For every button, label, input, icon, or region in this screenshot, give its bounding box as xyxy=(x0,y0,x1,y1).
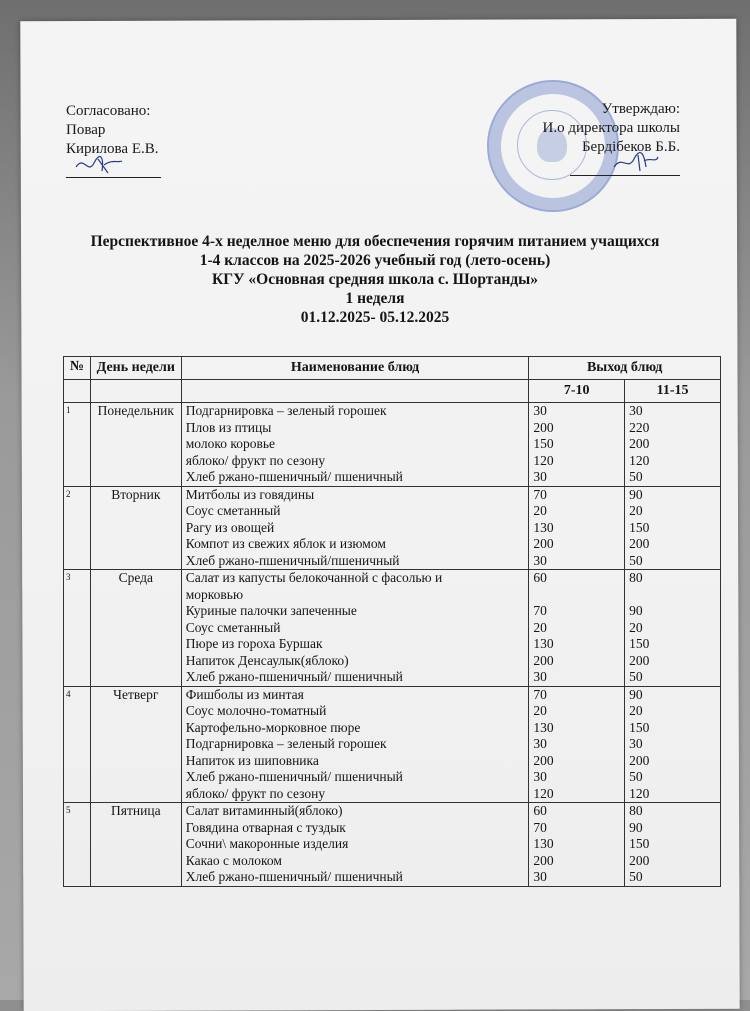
dish-name: Хлеб ржано-пшеничный/ пшеничный xyxy=(185,769,403,784)
row-portion-7-10 xyxy=(529,570,625,687)
row-number: 2 xyxy=(64,486,91,570)
row-portion-11-15 xyxy=(625,570,721,687)
subheader-empty xyxy=(64,380,91,403)
row-dishes xyxy=(181,803,529,887)
dish-name: Салат из капусты белокочанной с фасолью и xyxy=(185,570,443,585)
portion-value xyxy=(533,587,620,604)
signature-icon xyxy=(610,151,660,175)
row-number: 1 xyxy=(64,403,91,487)
dish-name: морковью xyxy=(185,586,244,602)
portion-value: 60 xyxy=(533,570,547,585)
row-day: Четверг xyxy=(90,686,181,803)
dish-name: Напиток из шиповника xyxy=(185,752,319,768)
portion-value: 200 xyxy=(629,752,650,768)
table-subheader-row xyxy=(64,380,721,403)
portion-value: 90 xyxy=(629,486,643,502)
signature-line-left xyxy=(66,159,161,178)
approval-left-role: Повар xyxy=(66,122,106,138)
row-portion-7-10 xyxy=(529,686,625,803)
dish-name: яблоко/ фрукт по сезону xyxy=(185,785,326,801)
approval-left-label: Согласовано: xyxy=(66,103,151,119)
signature-line-right xyxy=(570,157,680,176)
title-line-5: 01.12.2025- 05.12.2025 xyxy=(300,309,450,326)
dish-name: Какао с молоком xyxy=(185,852,282,868)
portion-value: 150 xyxy=(629,836,650,851)
portion-value: 200 xyxy=(629,436,650,451)
dish-name: Пюре из гороха Буршак xyxy=(185,636,323,651)
table-row xyxy=(64,686,721,803)
portion-value: 120 xyxy=(533,452,554,468)
dish-name: Подгарнировка – зеленый горошек xyxy=(185,403,387,418)
menu-table-body xyxy=(64,403,721,887)
portion-value: 130 xyxy=(533,636,554,651)
portion-value: 30 xyxy=(629,403,643,418)
table-header-row xyxy=(64,357,721,380)
portion-value: 150 xyxy=(629,719,650,735)
dish-name: Картофельно-морковное пюре xyxy=(185,719,361,735)
portion-value: 150 xyxy=(629,519,650,535)
row-number: 5 xyxy=(64,803,91,887)
portion-value: 90 xyxy=(629,603,643,618)
portion-value: 200 xyxy=(533,536,554,551)
dish-name: Фишболы из минтая xyxy=(185,686,304,702)
row-day: Среда xyxy=(90,570,181,687)
portion-value: 120 xyxy=(629,452,650,468)
title-line-1: Перспективное 4-х неделное меню для обеспечения горячим питанием учащихся xyxy=(90,233,660,250)
row-dishes xyxy=(181,486,529,570)
portion-value: 200 xyxy=(533,752,554,768)
portion-value: 20 xyxy=(533,619,547,635)
row-number: 4 xyxy=(64,686,91,803)
dish-name: Соус сметанный xyxy=(185,619,281,635)
portion-value: 50 xyxy=(629,669,643,684)
portion-value: 30 xyxy=(533,769,547,784)
portion-value: 20 xyxy=(533,503,547,518)
dish-name: Салат витаминный(яблоко) xyxy=(185,803,343,818)
portion-value: 90 xyxy=(629,819,643,835)
table-row xyxy=(64,570,721,687)
dish-name: Хлеб ржано-пшеничный/ пшеничный xyxy=(185,469,403,484)
portion-value: 200 xyxy=(533,419,554,435)
header-dish: Наименование блюд xyxy=(181,357,529,380)
dish-name: Хлеб ржано-пшеничный/пшеничный xyxy=(185,552,400,568)
header-day: День недели xyxy=(90,357,181,380)
portion-value: 150 xyxy=(629,636,650,651)
dish-name: Хлеб ржано-пшеничный/ пшеничный xyxy=(185,669,403,684)
portion-value: 200 xyxy=(629,852,650,868)
portion-value: 50 xyxy=(629,769,643,784)
portion-value: 50 xyxy=(629,552,643,568)
portion-value: 200 xyxy=(629,536,650,551)
dish-name: Рагу из овощей xyxy=(185,519,275,535)
dish-name: яблоко/ фрукт по сезону xyxy=(185,452,326,468)
dish-name: Соус сметанный xyxy=(185,503,281,518)
portion-value: 20 xyxy=(629,619,643,635)
portion-value: 130 xyxy=(533,719,554,735)
portion-value: 50 xyxy=(629,469,643,484)
portion-value xyxy=(629,587,716,604)
row-portion-11-15 xyxy=(625,486,721,570)
portion-value: 200 xyxy=(533,852,554,868)
row-number: 3 xyxy=(64,570,91,687)
table-row xyxy=(64,403,721,487)
title-line-3: КГУ «Основная средняя школа с. Шортанды» xyxy=(212,271,538,288)
row-portion-11-15 xyxy=(625,686,721,803)
row-portion-7-10 xyxy=(529,403,625,487)
table-row xyxy=(64,486,721,570)
subheader-empty xyxy=(181,380,529,403)
row-dishes xyxy=(181,686,529,803)
portion-value: 70 xyxy=(533,819,547,835)
dish-name: Говядина отварная с туздык xyxy=(185,819,346,835)
dish-name: Митболы из говядины xyxy=(185,486,315,502)
row-day: Понедельник xyxy=(90,403,181,487)
dish-name: Плов из птицы xyxy=(185,419,272,435)
table-row xyxy=(64,803,721,887)
portion-value: 70 xyxy=(533,486,547,502)
dish-name: Куриные палочки запеченные xyxy=(185,603,357,618)
dish-name: Подгарнировка – зеленый горошек xyxy=(185,736,387,751)
approval-block-left xyxy=(66,102,161,178)
row-day: Вторник xyxy=(90,486,181,570)
row-portion-11-15 xyxy=(625,803,721,887)
portion-value: 30 xyxy=(533,403,547,418)
menu-table xyxy=(63,356,721,887)
approval-right-role: И.о директора школы xyxy=(542,120,680,136)
portion-value: 60 xyxy=(533,803,547,818)
subheader-empty xyxy=(90,380,181,403)
document-title xyxy=(40,232,710,327)
dish-name: Напиток Денсаулык(яблоко) xyxy=(185,652,349,668)
portion-value: 30 xyxy=(629,736,643,751)
row-dishes xyxy=(181,570,529,687)
header-num: № xyxy=(64,357,91,380)
dish-name: молоко коровье xyxy=(185,436,275,451)
portion-value: 70 xyxy=(533,686,547,702)
header-age-11-15: 11-15 xyxy=(625,380,721,403)
approval-right-label: Утверждаю: xyxy=(601,101,680,117)
title-line-2: 1-4 классов на 2025-2026 учебный год (лето-осень) xyxy=(199,252,551,269)
header-output: Выход блюд xyxy=(529,357,721,380)
portion-value: 80 xyxy=(629,803,643,818)
portion-value: 20 xyxy=(629,703,643,718)
portion-value: 20 xyxy=(629,503,643,518)
portion-value: 50 xyxy=(629,869,643,884)
row-dishes xyxy=(181,403,529,487)
portion-value: 150 xyxy=(533,436,554,451)
portion-value: 200 xyxy=(533,652,554,668)
row-portion-11-15 xyxy=(625,403,721,487)
portion-value: 200 xyxy=(629,652,650,668)
portion-value: 130 xyxy=(533,836,554,851)
approval-left-name: Кирилова Е.В. xyxy=(66,141,159,157)
title-line-4: 1 неделя xyxy=(345,290,405,307)
dish-name: Сочни\ макоронные изделия xyxy=(185,836,349,851)
portion-value: 20 xyxy=(533,703,547,718)
portion-value: 90 xyxy=(629,686,643,702)
approval-right-name: Бердібеков Б.Б. xyxy=(581,139,680,155)
header-age-7-10: 7-10 xyxy=(529,380,625,403)
portion-value: 120 xyxy=(629,785,650,801)
dish-name: Компот из свежих яблок и изюмом xyxy=(185,536,386,551)
portion-value: 80 xyxy=(629,570,643,585)
portion-value: 30 xyxy=(533,469,547,484)
portion-value: 220 xyxy=(629,419,650,435)
dish-name: Хлеб ржано-пшеничный/ пшеничный xyxy=(185,869,403,884)
portion-value: 30 xyxy=(533,869,547,884)
dish-name: Соус молочно-томатный xyxy=(185,703,327,718)
row-portion-7-10 xyxy=(529,486,625,570)
portion-value: 30 xyxy=(533,552,547,568)
row-day: Пятница xyxy=(90,803,181,887)
approval-block-right xyxy=(543,100,680,176)
portion-value: 120 xyxy=(533,785,554,801)
portion-value: 130 xyxy=(533,519,554,535)
portion-value: 30 xyxy=(533,669,547,684)
portion-value: 70 xyxy=(533,603,547,618)
signature-icon xyxy=(74,153,124,177)
portion-value: 30 xyxy=(533,736,547,751)
row-portion-7-10 xyxy=(529,803,625,887)
